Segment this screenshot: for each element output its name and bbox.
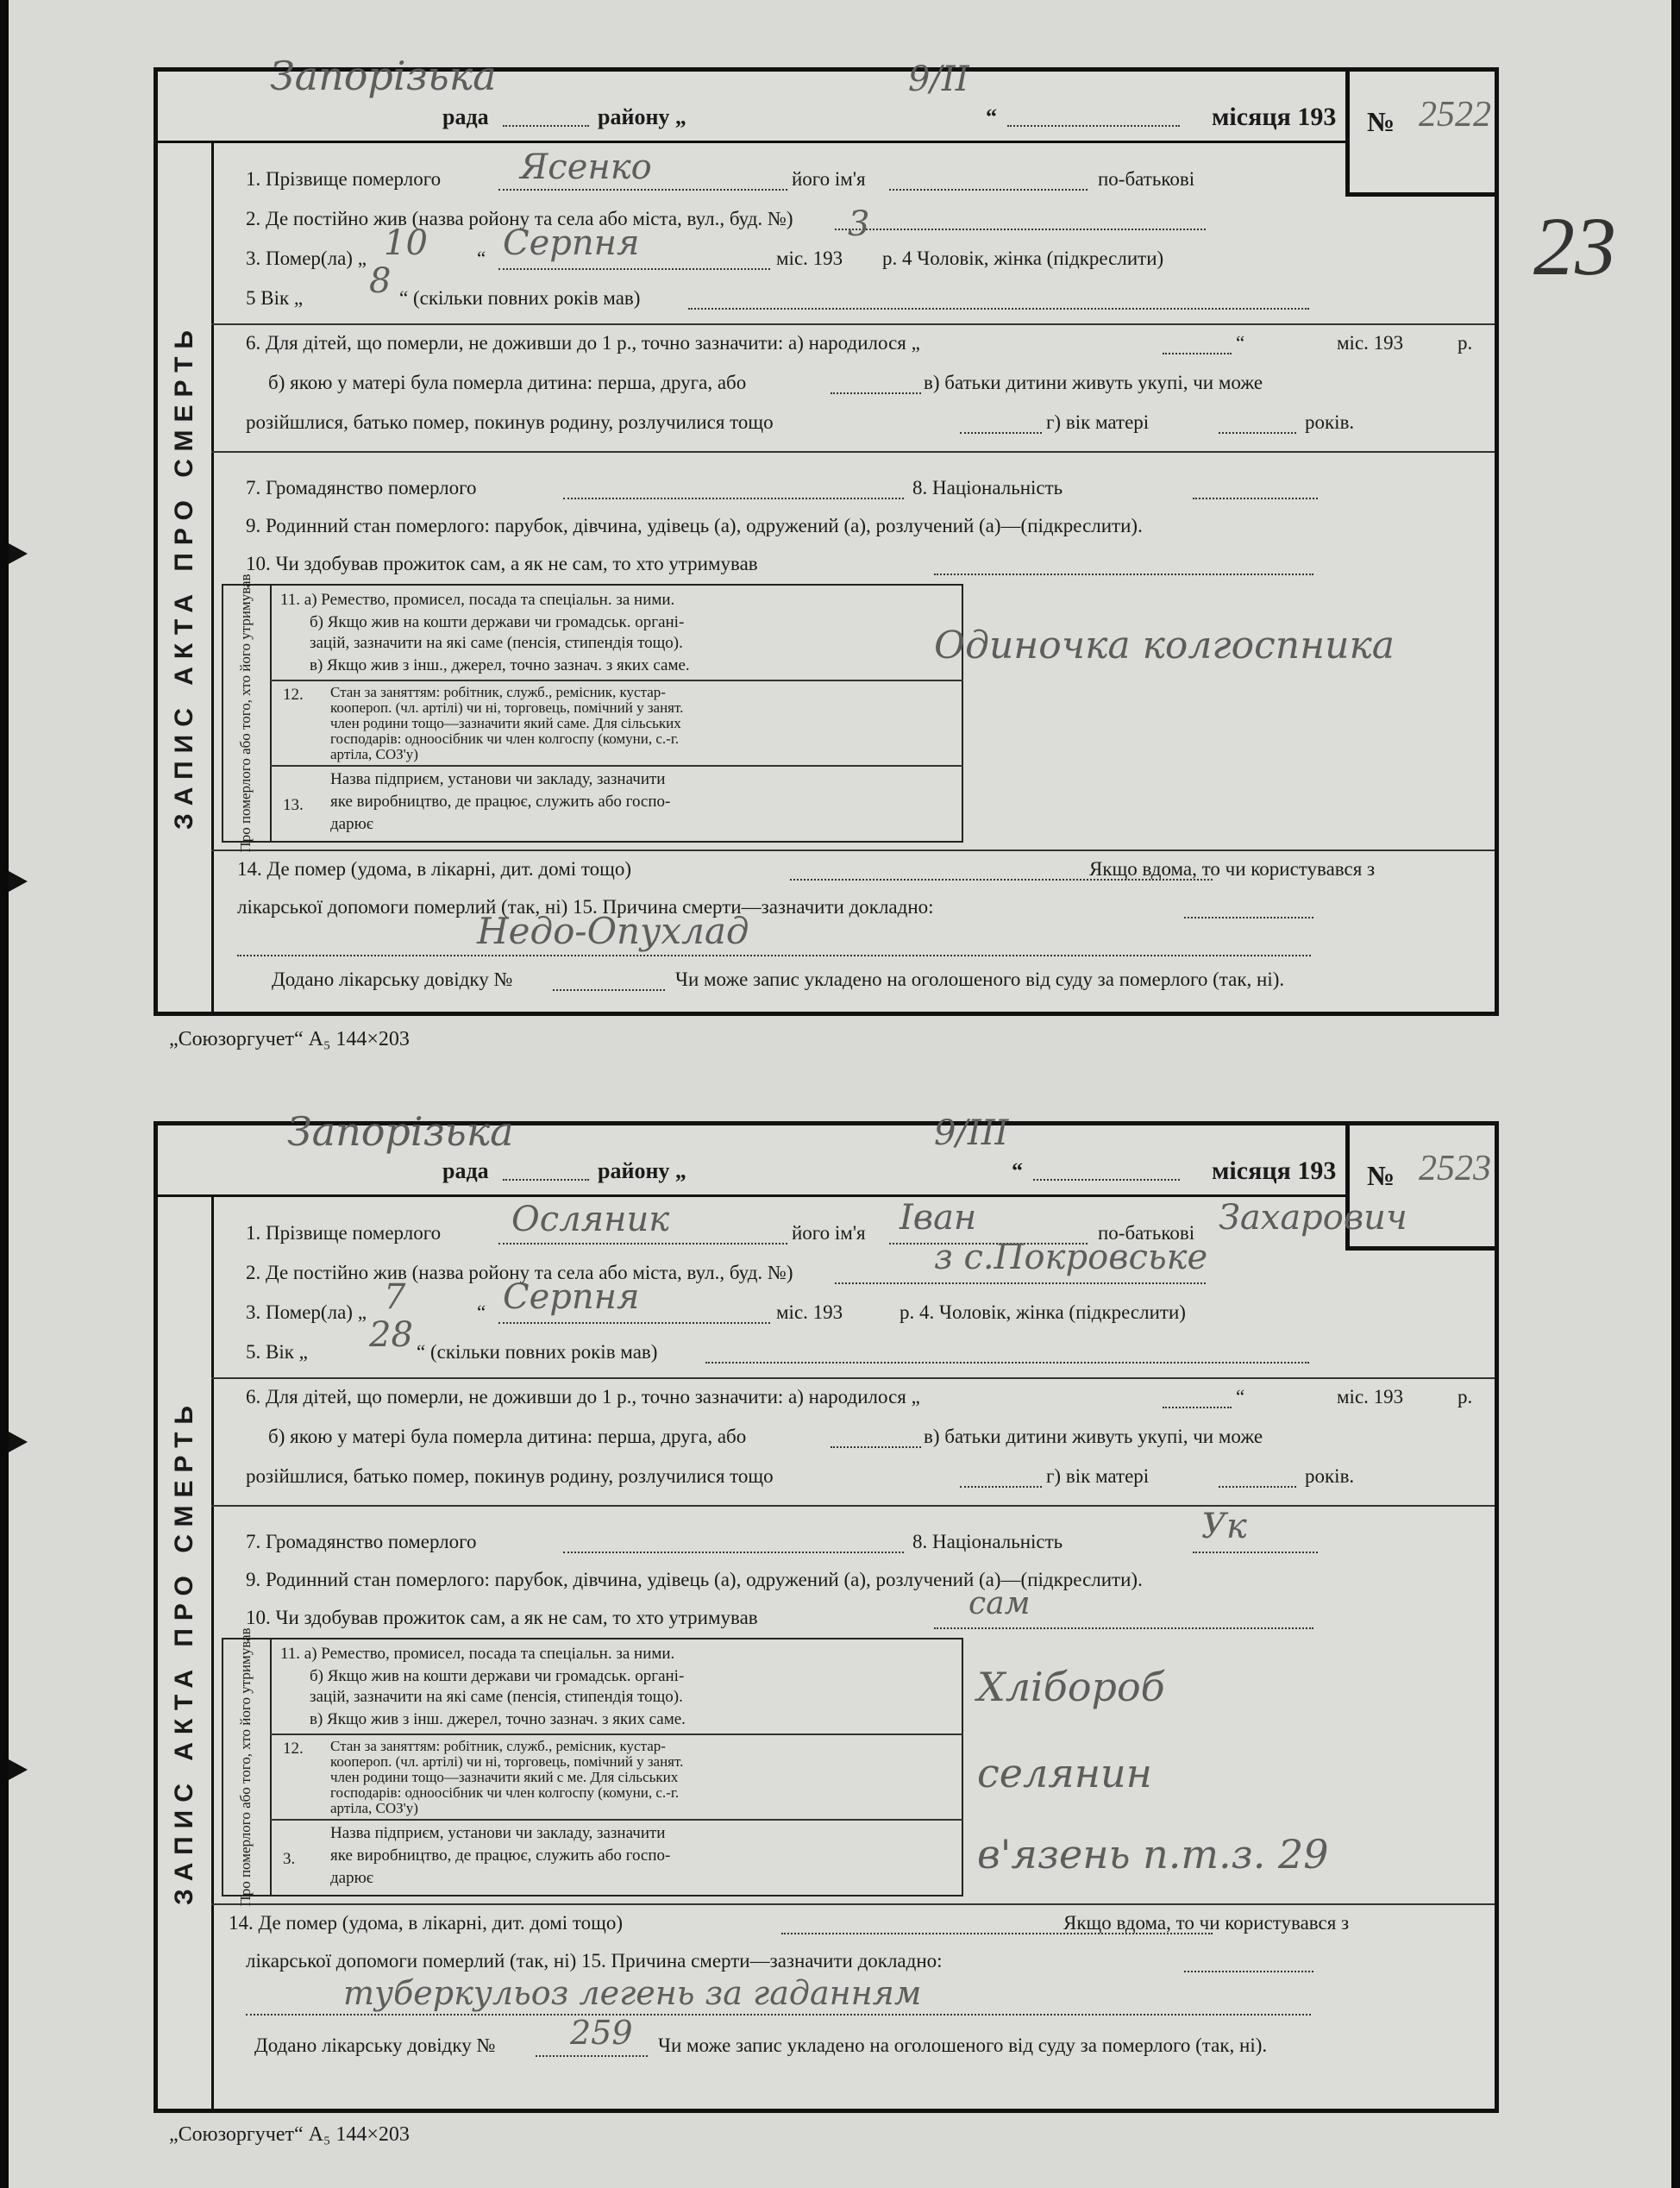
handwritten-day: 9/ІІ <box>908 60 969 99</box>
number-label: № <box>1367 1160 1395 1191</box>
field-marital-label: 9. Родинний стан померлого: парубок, дівчина, удівець (а), одружений (а), розлучений (а)—(підкреслити). <box>246 1569 1143 1590</box>
handwritten-name: Іван <box>900 1198 977 1238</box>
field-place-of-death-label: 14. Де помер (удома, в лікарні, дит. домі тощо) <box>237 858 632 880</box>
field-cause-label: лікарської допомоги померлий (так, ні) 15. Причина смерти—зазначити докладно: <box>237 896 934 918</box>
field-place-of-death-label: 14. Де помер (удома, в лікарні, дит. домі тощо) <box>229 1912 624 1934</box>
binding-notch <box>9 1432 28 1452</box>
rada-label: рада <box>442 104 489 129</box>
handwritten-cause: туберкульоз легень за гаданням <box>343 1974 922 2012</box>
field-support-label: 10. Чи здобував прожиток сам, а як не сам, то хто утримував <box>246 1607 758 1628</box>
handwritten-rada: Запорізька <box>287 1108 514 1155</box>
handwritten-occupation: Одиночка колгоспника <box>934 624 1395 668</box>
handwritten-year2: 3 <box>848 204 870 244</box>
field-nationality-label: 8. Національність <box>912 477 1063 498</box>
handwritten-patronymic: Захарович <box>1219 1198 1407 1238</box>
month-label: місяця 193 <box>1212 103 1337 131</box>
handwritten-died-month: Серпня <box>503 223 640 263</box>
field-died-label: 3. Помер(ла) „ <box>246 1301 367 1323</box>
handwritten-died-day: 7 <box>384 1277 406 1317</box>
handwritten-surname: Ясенко <box>520 147 652 187</box>
death-record-form-2: Запорізька рада району „ 9/ІІІ “ місяця 193 № 2523 ЗАПИС АКТА ПРО СМЕРТЬ 1. Прізвище померлого Осляник його ім'я Іван по-батькові Захарович 2. Де постійно жив (назва ройону та села або міста, вул., буд. №) з с.Покровське 3. Помер(ла) „ 7 “ Серпня міс. 193 р. 4. Чоловік, жінка (підкреслити) 5. Вік „ 28 “ (скільки повних років мав) 6. Для дітей, що померли, не доживши до 1 р., точно зазначити: а) народилося „ “ міс. 193 р. б) якою у матері була померла дитина: перша, друга, або в) батьки дитини живуть укупі, чи може розійшлися, батько помер, покинув родину, розлучилися тощо г) вік матері років. 7. Громадянство померлого 8. Національність Ук 9. Родинний стан померлого: парубок, дівчина, удівець (а), одружений (а), розлучений (а)—(підкреслити). 10. Чи здобував прожиток сам, а як не сам, то хто утримував сам Про померлого або того, хто його утримував 11. а) Ремество, промисел, посада та спеціальн. за ними. б) Якщо жив на кошти держави чи громадськ. органі- зацій, зазначити на які саме (пенсія, стипендія тощо). в) Якщо жив з інш. джерел, точно зазнач. з яких саме. 12. Стан за заняттям: робітник, служб., ремісник, кустар- коопероп. (чл. артілі) чи ні, торговець, помічний у занят. член родини тощо—зазначити який с ме. Для сільських господарів: одноосібник чи член колгоспу (комуни, с.-г. артіла, СОЗ'у) 3. Назва підприєм, установи чи закладу, зазначити яке виробництво, де працює, служить або госпо- дарює Хлібороб селянин в'язень п.т.з. 29 14. Де помер (удома, в лікарні, дит. домі тощо) Якщо вдома, то чи користувався з лікарської допомоги померлий (так, ні) 15. Причина смерти—зазначити докладно: туберкульоз легень за гаданням Додано лікарську довідку № 259 Чи може запис укладено на оголошеного від суду за померлого (так, ні). <box>154 1121 1499 2113</box>
death-record-form-1: Запорізька рада району „ 9/ІІ “ місяця 193 № 2522 ЗАПИС АКТА ПРО СМЕРТЬ 1. Прізвище померлого Ясенко його ім'я по-батькові 2. Де постійно жив (назва ройону та села або міста, вул., буд. №) 3. Помер(ла) „ 10 “ Серпня міс. 193 3 р. 4 Чоловік, жінка (підкреслити) 5 Вік „ 8 “ (скільки повних років мав) 6. Для дітей, що померли, не доживши до 1 р., точно зазначити: а) народилося „ “ міс. 193 р. б) якою у матері була померла дитина: перша, друга, або в) батьки дитини живуть укупі, чи може розійшлися, батько помер, покинув родину, розлучилися тощо г) вік матері років. 7. Громадянство померлого 8. Національність 9. Родинний стан померлого: парубок, дівчина, удівець (а), одружений (а), розлучений (а)—(підкреслити). 10. Чи здобував прожиток сам, а як не сам, то хто утримував Про померлого або того, хто його утримував 11. а) Ремество, промисел, посада та спеціальн. за ними. б) Якщо жив на кошти держави чи громадськ. органі- зацій, зазначити на які саме (пенсія, стипендія тощо). в) Якщо жив з інш., джерел, точно зазнач. з яких саме. 12. Стан за заняттям: робітник, служб., ремісник, кустар- коопероп. (чл. артілі) чи ні, торговець, помічний у занят. член родини тощо—зазначити який саме. Для сільських господарів: одноосібник чи член колгоспу (комуни, с.-г. артіла, СОЗ'у) 13. Назва підприєм, установи чи закладу, зазначити яке виробництво, де працює, служить або госпо- дарює Одиночка колгоспника 14. Де помер (удома, в лікарні, дит. домі тощо) Якщо вдома, то чи користувався з лікарської допомоги померлий (так, ні) 15. Причина смерти—зазначити докладно: Недо-Опухлад Додано лікарську довідку № Чи може запис укладено на оголошеного від суду за померлого (так, ні). <box>154 67 1499 1016</box>
page-number: 23 <box>1533 200 1616 292</box>
handwritten-status: селянин <box>977 1750 1152 1796</box>
raion-label: району „ <box>598 104 686 129</box>
field-certificate-label: Додано лікарську довідку № <box>254 2034 496 2056</box>
binding-notch <box>9 543 28 564</box>
handwritten-workplace: в'язень п.т.з. 29 <box>977 1831 1329 1878</box>
field-patronymic-label: по-батькові <box>1098 168 1195 190</box>
field-died-label: 3. Помер(ла) „ <box>246 248 367 269</box>
handwritten-rada: Запорізька <box>270 53 497 99</box>
form-header: Запорізька рада району „ 9/ІІІ “ місяця 193 <box>158 1125 1495 1197</box>
handwritten-age: 8 <box>369 261 392 301</box>
handwritten-day: 9/ІІІ <box>934 1113 1009 1153</box>
field-children-label: 6. Для дітей, що померли, не доживши до 1 р., точно зазначити: а) народилося „ <box>246 1386 920 1407</box>
subtable-side-label: Про померлого або того, хто його утримував <box>222 584 272 843</box>
field-age-label: 5. Вік „ <box>246 1341 308 1363</box>
field-sex-label: р. 4. Чоловік, жінка (підкреслити) <box>900 1301 1186 1323</box>
record-number: 2523 <box>1419 1149 1491 1188</box>
handwritten-occupation: Хлібороб <box>977 1664 1165 1710</box>
number-label: № <box>1367 106 1395 137</box>
form-footer: „Союзоргучет“ А₅ 144×203 <box>169 2123 410 2146</box>
field-marital-label: 9. Родинний стан померлого: парубок, дівчина, удівець (а), одружений (а), розлучений (а)—(підкреслити). <box>246 515 1143 536</box>
record-number: 2522 <box>1419 95 1491 135</box>
handwritten-died-day: 10 <box>384 223 428 263</box>
raion-label: району „ <box>598 1158 686 1183</box>
handwritten-certificate: 259 <box>570 2014 633 2052</box>
field-nationality-label: 8. Національність <box>912 1531 1063 1552</box>
field-certificate-label: Додано лікарську довідку № <box>272 969 513 990</box>
field-citizenship-label: 7. Громадянство померлого <box>246 477 477 498</box>
field-children-label: 6. Для дітей, що померли, не доживши до 1 р., точно зазначити: а) народилося „ <box>246 332 920 354</box>
handwritten-died-month: Серпня <box>503 1277 640 1317</box>
form-side-title: ЗАПИС АКТА ПРО СМЕРТЬ <box>158 1194 214 2109</box>
field-sex-label: р. 4 Чоловік, жінка (підкреслити) <box>882 248 1164 269</box>
rada-label: рада <box>442 1158 489 1183</box>
field-surname-label: 1. Прізвище померлого <box>246 1222 442 1244</box>
subtable-side-label: Про померлого або того, хто його утримував <box>222 1638 272 1896</box>
field-name-label: його ім'я <box>792 168 866 190</box>
field-age-label: 5 Вік „ <box>246 287 304 309</box>
form-footer: „Союзоргучет“ А₅ 144×203 <box>169 1028 410 1050</box>
month-label: місяця 193 <box>1212 1157 1337 1185</box>
handwritten-residence: з с.Покровське <box>934 1238 1208 1277</box>
handwritten-surname: Осляник <box>511 1200 670 1239</box>
field-cause-label: лікарської допомоги померлий (так, ні) 15. Причина смерти—зазначити докладно: <box>246 1950 943 1972</box>
form-side-title: ЗАПИС АКТА ПРО СМЕРТЬ <box>158 141 214 1012</box>
field-residence-label: 2. Де постійно жив (назва ройону та села або міста, вул., буд. №) <box>246 1262 793 1283</box>
field-surname-label: 1. Прізвище померлого <box>246 168 442 190</box>
binding-notch <box>9 1759 28 1780</box>
form-header: Запорізька рада району „ 9/ІІ “ місяця 193 <box>158 72 1495 143</box>
handwritten-age: 28 <box>369 1315 413 1355</box>
binding-notch <box>9 871 28 892</box>
field-support-label: 10. Чи здобував прожиток сам, а як не сам, то хто утримував <box>246 553 758 574</box>
field-name-label: його ім'я <box>792 1222 866 1244</box>
archive-page <box>9 0 1671 2188</box>
field-residence-label: 2. Де постійно жив (назва ройону та села або міста, вул., буд. №) <box>246 208 793 229</box>
handwritten-support: сам <box>969 1586 1031 1621</box>
field-patronymic-label: по-батькові <box>1098 1222 1195 1244</box>
handwritten-cause: Недо-Опухлад <box>477 910 749 952</box>
handwritten-nationality: Ук <box>1201 1507 1247 1546</box>
record-number-box <box>1345 67 1499 197</box>
field-citizenship-label: 7. Громадянство померлого <box>246 1531 477 1552</box>
